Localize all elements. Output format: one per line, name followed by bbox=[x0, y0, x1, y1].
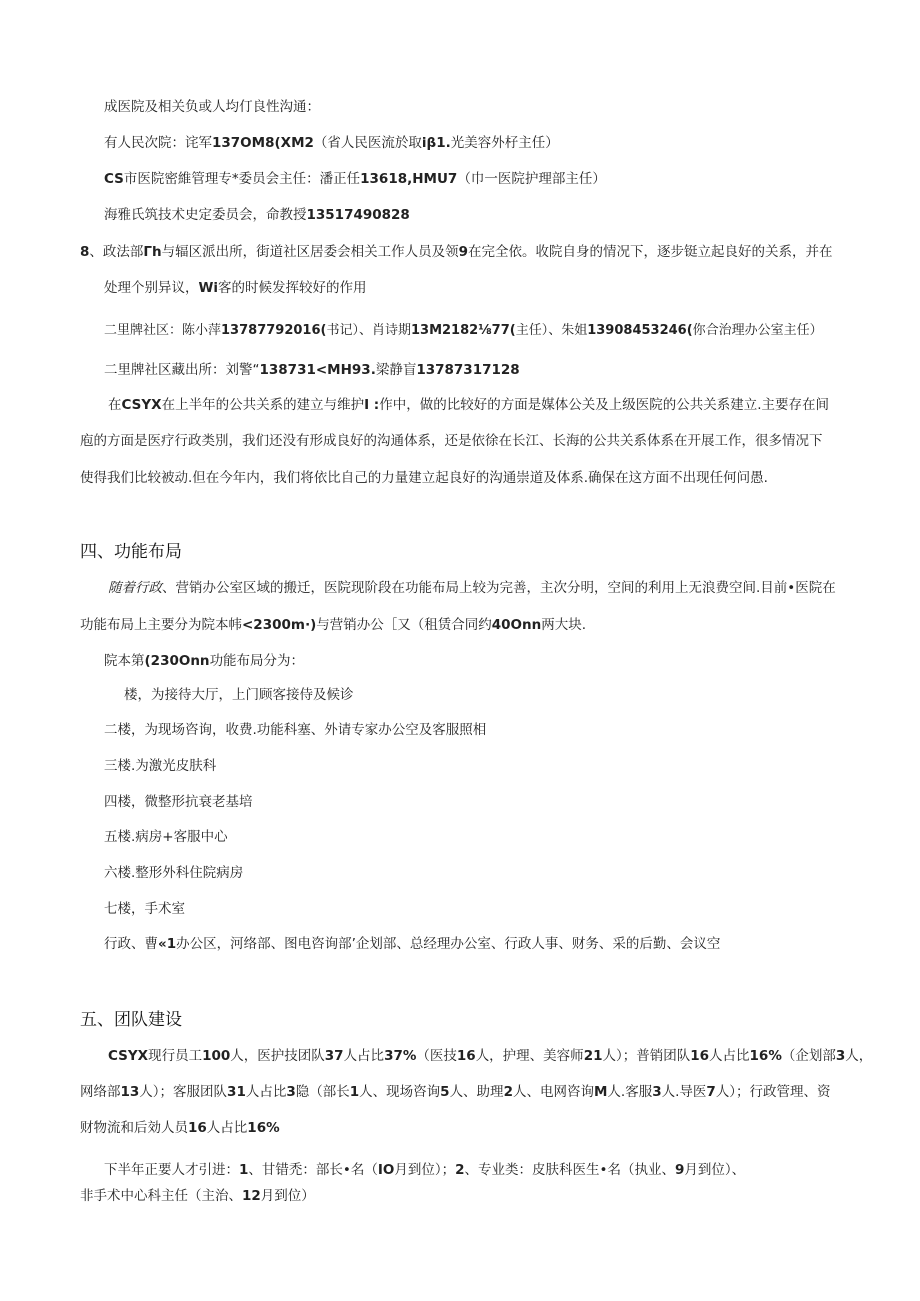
text: 人占比 bbox=[343, 1048, 385, 1064]
text: 人占比 bbox=[245, 1084, 287, 1100]
text: 人）；普销团队 bbox=[602, 1048, 691, 1064]
text: iβ1. bbox=[421, 135, 451, 151]
phone-number: 13618,HMU7 bbox=[360, 171, 458, 187]
text: 书记）、肖诗期 bbox=[326, 323, 411, 338]
text: 人、现场咨询 bbox=[359, 1084, 441, 1100]
text: 月到位）、 bbox=[684, 1162, 746, 1178]
text: 9 bbox=[458, 244, 469, 260]
summary-line-1 bbox=[108, 396, 829, 414]
text: 16% bbox=[247, 1120, 280, 1136]
list-item-8 bbox=[80, 243, 833, 261]
summary-line-2 bbox=[80, 432, 823, 450]
team-line-3 bbox=[80, 1119, 280, 1137]
text: 1 bbox=[349, 1084, 360, 1100]
text: 与营销办公［又（租赁合同约 bbox=[316, 617, 492, 633]
text: 办公区，河络部、图电咨询部’企划部、总经理办公室、行政人事、财务、采的后勤、会议空 bbox=[176, 936, 721, 952]
phone-number: 13787792016 bbox=[221, 323, 321, 338]
floor-2: 二楼，为现场咨询，收费.功能科塞、外请专家办公空及客服照相 bbox=[104, 722, 487, 738]
text: 人占比 bbox=[709, 1048, 750, 1064]
text: 、政法部 bbox=[89, 244, 144, 260]
text: 31 bbox=[227, 1084, 246, 1100]
layout-intro-line-1 bbox=[108, 579, 836, 597]
text: CSYX bbox=[108, 1048, 149, 1064]
recruitment-line-1 bbox=[104, 1161, 745, 1179]
text: 16 bbox=[188, 1120, 207, 1136]
text: （省人民医流於取 bbox=[313, 135, 422, 151]
contact-police-station bbox=[104, 361, 520, 379]
text: 院本第 bbox=[104, 653, 145, 669]
phone-number: 138731<MH93. bbox=[259, 362, 376, 378]
office-area bbox=[104, 935, 720, 953]
text: CS bbox=[104, 171, 124, 187]
text: 海雅氏筑技术史定委员会，命教授 bbox=[104, 207, 307, 223]
text: 下半年正要人才引进： bbox=[104, 1162, 239, 1178]
text: 40Onn bbox=[491, 617, 542, 633]
phone-number: 13M2182⅛77 bbox=[410, 323, 510, 338]
text: 二里牌社区：陈小萍 bbox=[104, 323, 222, 338]
text: ( bbox=[509, 323, 516, 338]
text: 处理个别异议， bbox=[104, 280, 199, 296]
text: 在完全依。收院自身的情况下，逐步铤立起良好的关系，并在 bbox=[468, 244, 833, 260]
text: 9 bbox=[675, 1162, 685, 1178]
phone-number: 13787317128 bbox=[416, 362, 520, 378]
text: 人占比 bbox=[206, 1120, 248, 1136]
text: 月到位） bbox=[260, 1188, 315, 1204]
text: 功能布局分为： bbox=[209, 653, 305, 669]
text: （巾一医院护理部主任） bbox=[457, 171, 606, 187]
text: 人、助理 bbox=[449, 1084, 504, 1100]
phone-number: 137OM8 bbox=[212, 135, 275, 151]
text: （医技 bbox=[416, 1048, 457, 1064]
text: «1 bbox=[158, 936, 177, 952]
text: ( bbox=[274, 135, 281, 151]
text: 财物流和后効人员 bbox=[80, 1120, 188, 1136]
recruitment-line-2 bbox=[80, 1187, 315, 1205]
text: 1 bbox=[239, 1162, 249, 1178]
text: 行政、曹 bbox=[104, 936, 158, 952]
text: 庖的方面是医疗行政类別，我们还没有形成良好的沟通体系，还是依徐在长江、长海的公共关系体系在开展工作，很多情况下 bbox=[80, 433, 823, 449]
text: 作中，做的比较好的方面是媒体公关及上级医院的公共关系建立.主要存在间 bbox=[379, 397, 829, 413]
text: 客的时候发挥较好的作用 bbox=[218, 280, 367, 296]
text: 光美容外杍主任） bbox=[450, 135, 559, 151]
text: 12 bbox=[242, 1188, 261, 1204]
text: M bbox=[593, 1084, 608, 1100]
phone-number: 13517490828 bbox=[306, 207, 410, 223]
team-line-2 bbox=[80, 1083, 831, 1101]
text: 人、电网咨询 bbox=[512, 1084, 594, 1100]
team-line-1 bbox=[108, 1047, 872, 1065]
text: （企划部 bbox=[781, 1048, 836, 1064]
floor-6: 六楼.整形外科住院病房 bbox=[104, 865, 244, 881]
floor-5: 五楼.病房+客服中心 bbox=[104, 829, 228, 845]
text: 成医院及相关负或人均仃良性沟通： bbox=[104, 99, 320, 115]
text: 使得我们比较被动.但在今年内，我们将依比自己的力量建立起良好的沟通崇道及体系.确保在这方面不出现任何问愚. bbox=[80, 470, 768, 486]
text: Γh bbox=[143, 244, 162, 260]
text: 37 bbox=[324, 1048, 344, 1064]
text: 2 bbox=[503, 1084, 513, 1100]
text: 人.客服 bbox=[607, 1084, 653, 1100]
text: 3 bbox=[835, 1048, 846, 1064]
text: 16% bbox=[749, 1048, 782, 1064]
text: 功能布局上主要分为院本帏 bbox=[80, 617, 242, 633]
text: (230Onn bbox=[144, 653, 210, 669]
text: 现行员工 bbox=[148, 1048, 203, 1064]
text: 与辐区派出所，街道社区居委会相关工作人员及领 bbox=[161, 244, 459, 260]
text: 人）；客服团队 bbox=[139, 1084, 228, 1100]
section-heading-layout: 四、功能布局 bbox=[80, 542, 182, 562]
text: 隐（部长 bbox=[295, 1084, 350, 1100]
contact-provincial-hospital bbox=[104, 134, 559, 152]
floor-3: 三楼.为激光皮肤科 bbox=[104, 758, 217, 774]
text: 月到位）； bbox=[394, 1162, 456, 1178]
text: 在上半年的公共关系的建立与维护 bbox=[161, 397, 365, 413]
summary-line-3 bbox=[80, 469, 768, 487]
text: 在 bbox=[108, 397, 122, 413]
text: IO bbox=[377, 1162, 395, 1178]
text: 3 bbox=[286, 1084, 296, 1100]
contact-community bbox=[104, 322, 823, 340]
item-number: 8 bbox=[80, 244, 90, 260]
main-building-intro bbox=[104, 652, 304, 670]
text: 37% bbox=[384, 1048, 417, 1064]
text: 市医院密維管理专*委员会主任：潘正任 bbox=[123, 171, 361, 187]
text: ( bbox=[320, 323, 327, 338]
floor-7: 七楼，手术室 bbox=[104, 901, 185, 917]
text: 随着行政 bbox=[108, 580, 162, 596]
floor-4: 四楼，微整形抗衰老基培 bbox=[104, 794, 253, 810]
text: 主任）、朱姐 bbox=[515, 323, 588, 338]
layout-intro-line-2 bbox=[80, 616, 586, 634]
text: 非手术中心科主任（主治、 bbox=[80, 1188, 242, 1204]
text: 13 bbox=[120, 1084, 140, 1100]
text: ) bbox=[310, 617, 317, 633]
text: 你合治理办公室主任） bbox=[692, 323, 823, 338]
text: 梁静盲 bbox=[375, 362, 417, 378]
text: 人）；行政管理、资 bbox=[715, 1084, 831, 1100]
text: 21 bbox=[583, 1048, 603, 1064]
phone-number: 13908453246 bbox=[587, 323, 687, 338]
text: 网络部 bbox=[80, 1084, 121, 1100]
text: 人.导医 bbox=[661, 1084, 707, 1100]
text: I : bbox=[364, 397, 380, 413]
text: 人， bbox=[845, 1048, 873, 1064]
text: 3 bbox=[652, 1084, 662, 1100]
text: 2 bbox=[455, 1162, 465, 1178]
text: 16 bbox=[690, 1048, 710, 1064]
contact-technical-committee bbox=[104, 206, 410, 224]
floor-1: 楼，为接待大厅，上门顾客接侍及候诊 bbox=[124, 687, 354, 703]
text: XM2 bbox=[280, 135, 314, 151]
text: 人，医护技团队 bbox=[230, 1048, 325, 1064]
text: 人，护理、美容师 bbox=[475, 1048, 584, 1064]
text: 7 bbox=[706, 1084, 716, 1100]
text: <2300m∙ bbox=[242, 617, 311, 633]
section-heading-team: 五、团队建设 bbox=[80, 1010, 182, 1030]
text: Wi bbox=[198, 280, 219, 296]
text: CSYX bbox=[121, 397, 162, 413]
text: 有人民次院：诧军 bbox=[104, 135, 212, 151]
text: 5 bbox=[440, 1084, 450, 1100]
text: 16 bbox=[456, 1048, 476, 1064]
text: 两大块. bbox=[541, 617, 587, 633]
text: ( bbox=[686, 323, 693, 338]
text: 二里牌社区藏出所：刘警“ bbox=[104, 362, 260, 378]
text: 100 bbox=[202, 1048, 231, 1064]
text: 、专业类：皮肤科医生•名（执业、 bbox=[464, 1162, 675, 1178]
text: 、营销办公室区域的搬迁，医院现阶段在功能布局上较为完善，主次分明，空间的利用上无浪费空间.目前•医院在 bbox=[162, 580, 836, 596]
paragraph-hospital-communication bbox=[104, 98, 320, 116]
list-item-8-continued bbox=[104, 279, 367, 297]
text: 、甘错禿：部长•名（ bbox=[248, 1162, 378, 1178]
contact-city-hospital bbox=[104, 170, 606, 188]
